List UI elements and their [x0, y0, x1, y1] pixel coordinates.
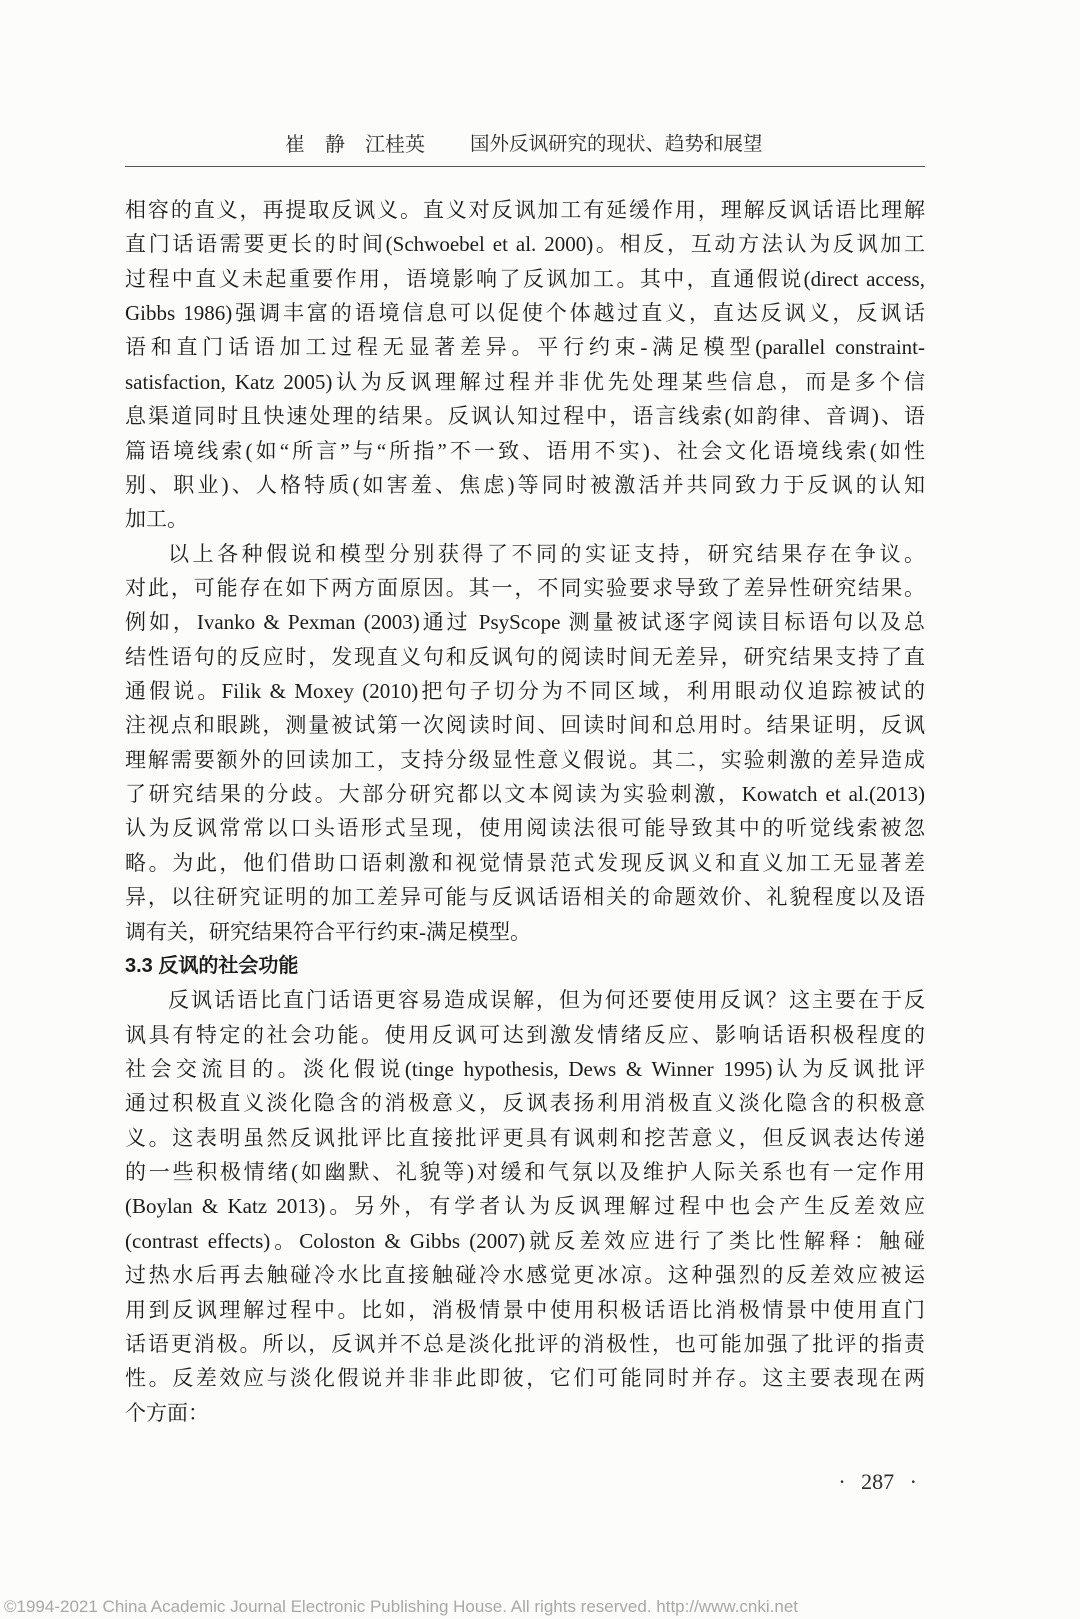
running-header-title: 国外反讽研究的现状、趋势和展望 [470, 134, 763, 155]
text-line: 认为反讽常常以口头语形式呈现，使用阅读法很可能导致其中的听觉线索被忽 [125, 816, 925, 841]
text-line: 直门话语需要更长的时间(Schwoebel et al. 2000)。相反，互动方法认为反讽加工 [125, 232, 925, 257]
text-line: 别、职业)、人格特质(如害羞、焦虑)等同时被激活并共同致力于反讽的认知 [125, 472, 925, 497]
article-body [125, 193, 925, 1430]
text-line: Gibbs 1986)强调丰富的语境信息可以促使个体越过直义，直达反讽义，反讽话 [125, 301, 925, 326]
text-line: 调有关，研究结果符合平行约束-满足模型。 [125, 919, 531, 944]
text-line: 相容的直义，再提取反讽义。直义对反讽加工有延缓作用，理解反讽话语比理解 [125, 198, 925, 222]
section-heading: 3.3 反讽的社会功能 [125, 954, 299, 977]
text-line: 异，以往研究证明的加工差异可能与反讽话语相关的命题效价、礼貌程度以及语 [125, 885, 925, 910]
page-number: · 287 · [838, 1469, 917, 1494]
text-line: 反讽话语比直门话语更容易造成误解，但为何还要使用反讽？这主要在于反 [168, 988, 925, 1013]
text-line: (Boylan & Katz 2013)。另外，有学者认为反讽理解过程中也会产生反差效应 [125, 1194, 925, 1219]
text-line: 例如，Ivanko & Pexman (2003)通过 PsyScope 测量被试逐字阅读目标语句以及总 [125, 610, 925, 635]
text-line: 义。这表明虽然反讽批评比直接批评更具有讽刺和挖苦意义，但反讽表达传递 [125, 1125, 925, 1150]
text-line: (contrast effects)。Coloston & Gibbs (2007)就反差效应进行了类比性解释：触碰 [125, 1228, 925, 1253]
text-line: 个方面： [125, 1400, 209, 1425]
paragraph-1 [125, 193, 925, 537]
text-line: 性。反差效应与淡化假说并非非此即彼，它们可能同时并存。这主要表现在两 [125, 1366, 925, 1391]
text-line: 过热水后再去触碰冷水比直接触碰冷水感觉更冰凉。这种强烈的反差效应被运 [125, 1263, 925, 1288]
text-line: 社会交流目的。淡化假说(tinge hypothesis, Dews & Winner 1995)认为反讽批评 [125, 1056, 925, 1081]
text-line: 过程中直义未起重要作用，语境影响了反讽加工。其中，直通假说(direct access, [125, 266, 925, 291]
header-divider [125, 166, 925, 167]
text-line: 的一些积极情绪(如幽默、礼貌等)对缓和气氛以及维护人际关系也有一定作用 [125, 1160, 925, 1185]
text-line: 以上各种假说和模型分别获得了不同的实证支持，研究结果存在争议。 [168, 541, 925, 566]
text-line: 讽具有特定的社会功能。使用反讽可达到激发情绪反应、影响话语积极程度的 [125, 1022, 925, 1047]
paragraph-3 [125, 983, 925, 1430]
text-line: 通过积极直义淡化隐含的消极意义，反讽表扬利用消极直义淡化隐含的积极意 [125, 1091, 925, 1116]
text-line: 息渠道同时且快速处理的结果。反讽认知过程中，语言线索(如韵律、音调)、语 [125, 404, 925, 429]
text-line: 加工。 [125, 507, 188, 532]
text-line: 话语更消极。所以，反讽并不总是淡化批评的消极性，也可能加强了批评的指责 [125, 1331, 925, 1356]
text-line: 篇语境线索(如“所言”与“所指”不一致、语用不实)、社会文化语境线索(如性 [125, 438, 925, 463]
text-line: 结性语句的反应时，发现直义句和反讽句的阅读时间无差异，研究结果支持了直 [125, 644, 925, 669]
text-line: 语和直门话语加工过程无显著差异。平行约束-满足模型(parallel constraint- [125, 335, 925, 360]
paragraph-2 [125, 537, 925, 949]
running-header-authors: 崔 静 江桂英 [285, 134, 425, 156]
footer-watermark: ©1994-2021 China Academic Journal Electronic Publishing House. All rights reserved. http://www.cnki.net [4, 1597, 798, 1616]
text-line: 注视点和眼跳，测量被试第一次阅读时间、回读时间和总用时。结果证明，反讽 [125, 713, 925, 738]
text-line: satisfaction, Katz 2005)认为反讽理解过程并非优先处理某些信息，而是多个信 [125, 369, 925, 394]
text-line: 理解需要额外的回读加工，支持分级显性意义假说。其二，实验刺激的差异造成 [125, 747, 925, 772]
text-line: 略。为此，他们借助口语刺激和视觉情景范式发现反讽义和直义加工无显著差 [125, 850, 925, 875]
text-line: 了研究结果的分歧。大部分研究都以文本阅读为实验刺激，Kowatch et al.(2013) [125, 782, 925, 807]
text-line: 通假说。Filik & Moxey (2010)把句子切分为不同区域，利用眼动仪追踪被试的 [125, 679, 925, 704]
text-line: 用到反讽理解过程中。比如，消极情景中使用积极话语比消极情景中使用直门 [125, 1297, 925, 1322]
text-line: 对此，可能存在如下两方面原因。其一，不同实验要求导致了差异性研究结果。 [125, 575, 925, 600]
